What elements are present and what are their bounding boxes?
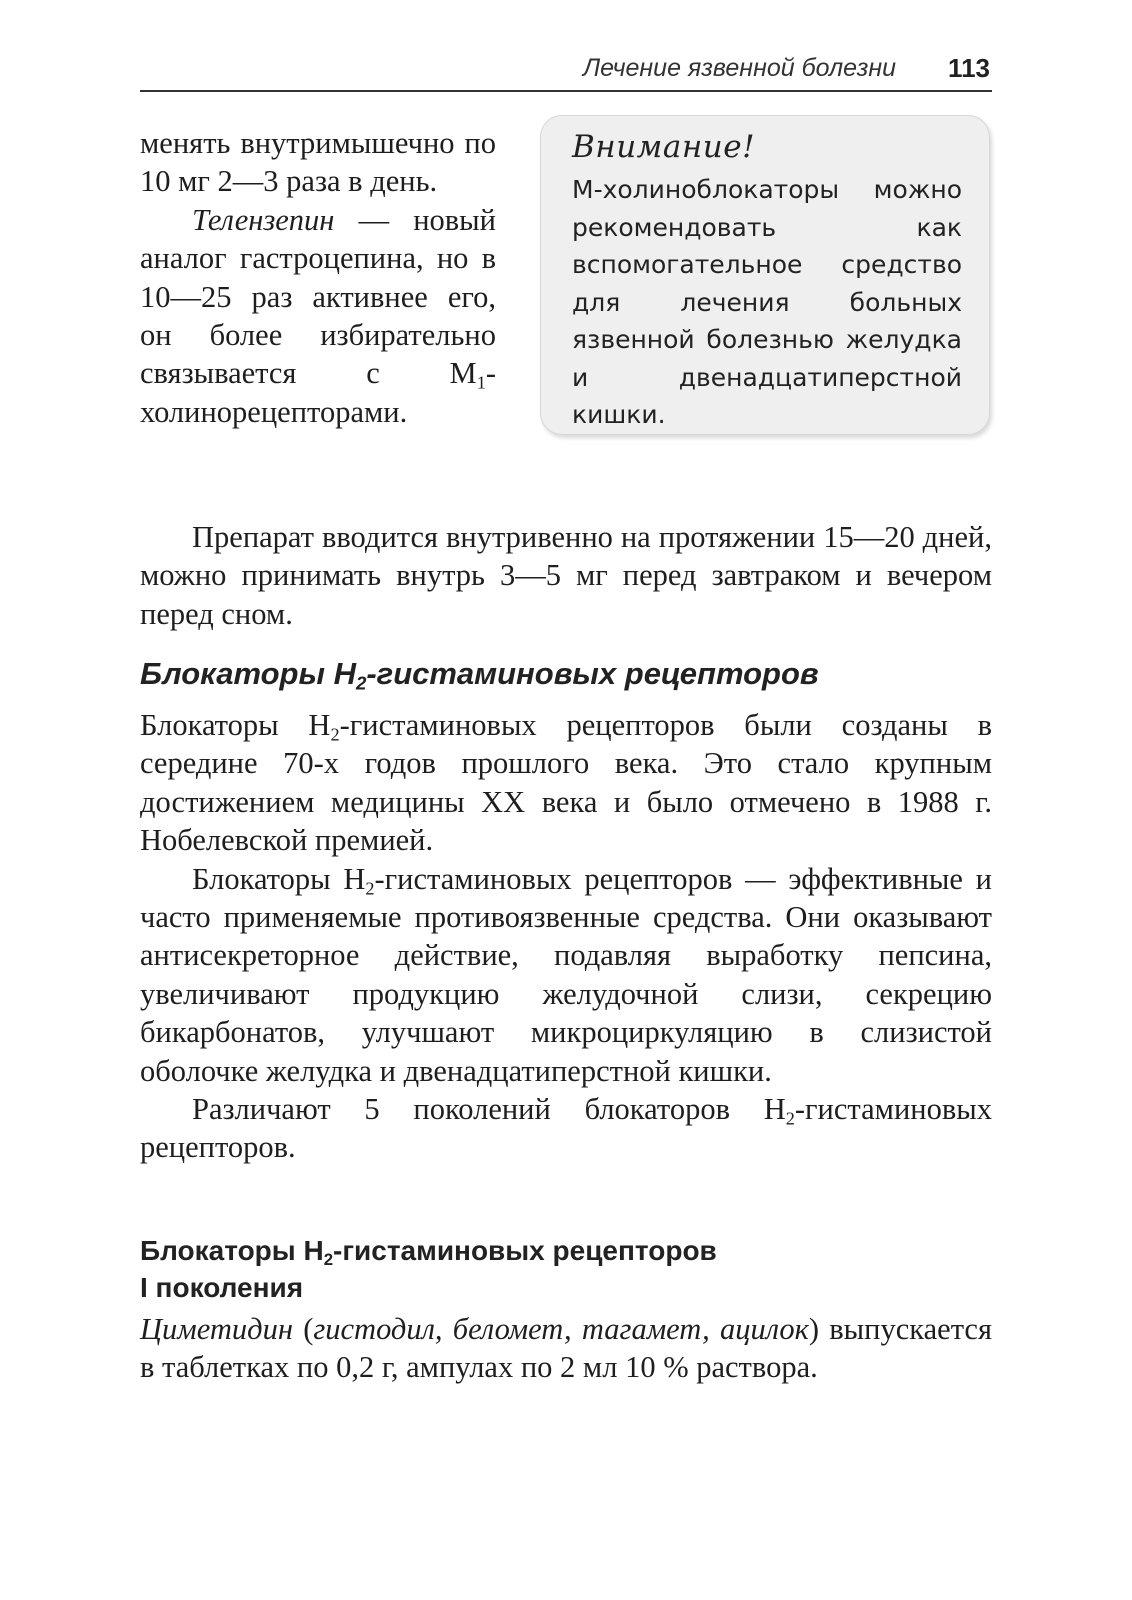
- section-body: [140, 706, 992, 1167]
- subsection-heading-line1: [140, 1232, 992, 1269]
- generations-b: -гистаминовых рецепторов.: [140, 1092, 992, 1165]
- telenzepin-text-b: -холинорецепторами.: [140, 356, 496, 429]
- history-b: -гистаминовых рецепторов были созданы в середине 70-х годов прошлого века. Это стало крупным достижением медицины XX века и было отмечено в 1988 г. Нобелевской премией.: [140, 708, 992, 858]
- paragraph-effects: [140, 860, 992, 1090]
- paragraph-history: [140, 706, 992, 860]
- paragraph-injection: Препарат вводится внутривенно на протяжении 15—20 дней, можно принимать внутрь 3—5 мг перед завтраком и вечером перед сном.: [140, 520, 992, 631]
- paragraph-dosage: менять внутримышечно по 10 мг 2—3 раза в день.: [140, 126, 496, 199]
- subsection-heading-b: -гистаминовых рецепторов: [333, 1235, 717, 1266]
- injection-block: [140, 518, 992, 633]
- paragraph-generations: [140, 1090, 992, 1167]
- effects-a: Блокаторы Н: [192, 861, 366, 896]
- generations-sub: 2: [785, 1108, 795, 1129]
- history-sub: 2: [330, 724, 340, 745]
- left-column: [140, 124, 496, 431]
- attention-callout: [540, 115, 990, 435]
- subsection-heading-line2: I поколения: [140, 1272, 304, 1303]
- section-heading-sub: 2: [355, 672, 367, 694]
- drug-name-cimetidine: Циметидин: [140, 1312, 293, 1346]
- section-heading-a: Блокаторы Н: [140, 656, 356, 691]
- cimetidine-block: [140, 1310, 992, 1387]
- book-page: [140, 0, 992, 1600]
- paragraph-cimetidine: [140, 1310, 992, 1387]
- drug-name-telenzepin: Телензепин: [192, 202, 335, 237]
- subsection-heading: [140, 1232, 992, 1306]
- paragraph-telenzepin: [140, 201, 496, 431]
- effects-sub: 2: [365, 878, 375, 899]
- brand-names: гистодил, беломет, тагамет, ацилок: [313, 1312, 809, 1346]
- subsection-heading-sub: 2: [323, 1250, 334, 1270]
- cimetidine-rest: ) выпускается в таблетках по 0,2 г, ампулах по 2 мл 10 % раствора.: [140, 1312, 992, 1385]
- effects-b: -гистаминовых рецепторов — эффективные и часто применяемые противоязвенные средства. Они оказывают антисекреторное действие, подавляя выработку пепсина, увеличивают продукцию желудочной слизи, секрецию бикарбонатов, улучшают микроциркуляцию в слизистой оболочке желудка и двенадцатиперстной кишки.: [140, 861, 992, 1088]
- generations-a: Различают 5 поколений блокаторов Н: [192, 1092, 786, 1127]
- running-header: [140, 52, 992, 92]
- callout-title: Внимание!: [572, 129, 756, 165]
- page-number: 113: [948, 53, 990, 83]
- running-header-title: Лечение язвенной болезни: [582, 54, 896, 82]
- section-heading-b: -гистаминовых рецепторов: [366, 656, 819, 691]
- section-heading: [140, 656, 819, 692]
- cimetidine-open: (: [292, 1312, 314, 1346]
- history-a: Блокаторы Н: [140, 708, 331, 742]
- callout-text: М-холиноблокаторы можно рекомендовать как вспомогательное средство для лечения больных язвенной болезнью желудка и двенадцатиперстной кишки.: [572, 175, 962, 429]
- telenzepin-text-a: — новый аналог гастроцепина, но в 10—25 раз активнее его, он более избирательно связывается с М: [140, 202, 496, 391]
- subscript-1: 1: [476, 372, 486, 393]
- subsection-heading-a: Блокаторы Н: [140, 1235, 324, 1266]
